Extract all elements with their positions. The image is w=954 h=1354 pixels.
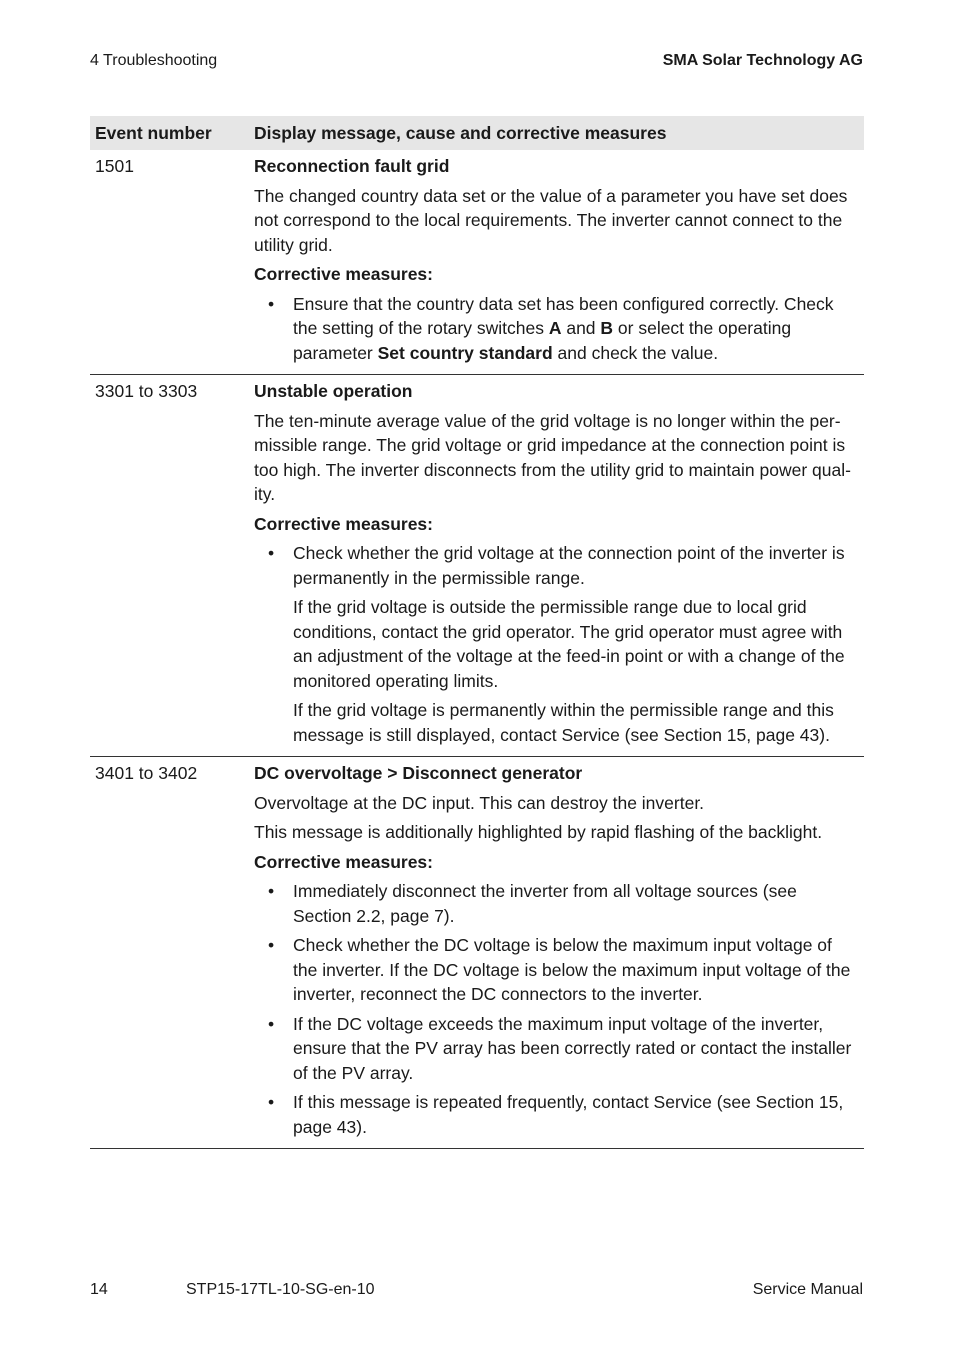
measure-list bbox=[254, 541, 856, 747]
corrective-measures-label: Corrective measures: bbox=[254, 851, 433, 872]
footer-page-number: 14 bbox=[90, 1281, 108, 1298]
event-title: DC overvoltage > Disconnect generator bbox=[254, 763, 583, 783]
measure-item: • Check whether the DC voltage is below the maximum input voltage of the inverter. If the DC voltage is below the maximum input voltage of the inverter, reconnect the DC connectors to the inverter. bbox=[268, 935, 851, 1004]
event-title: Unstable operation bbox=[254, 381, 413, 401]
corrective-measures-label: Corrective measures: bbox=[254, 264, 433, 284]
event-description bbox=[249, 757, 864, 1149]
event-number: 1501 bbox=[90, 150, 249, 375]
bullet-icon: • bbox=[268, 293, 275, 314]
corrective-measures-label: Corrective measures: bbox=[254, 513, 433, 534]
measure-item: • If this message is repeated frequently, contact Service (see Section 15, page 43). bbox=[268, 1092, 844, 1137]
switch-b-label: B bbox=[600, 318, 614, 338]
measure-note: If the grid voltage is outside the permissible range due to local grid conditions, contact the grid operator. The grid operator must agree with an adjustment of the voltage at the feed-in point or with a change of the monitored operating limits. bbox=[293, 597, 845, 691]
measure-note: If the grid voltage is permanently within the permissible range and this message is still displayed, contact Service (see Section 15, page 43). bbox=[293, 700, 834, 745]
footer-manual-title: Service Manual bbox=[752, 1281, 863, 1298]
bullet-icon: • bbox=[268, 1092, 275, 1112]
footer-doc-id: STP15-17TL-10-SG-en-10 bbox=[186, 1281, 375, 1298]
measure-item: • Check whether the grid voltage at the connection point of the inverter is permanently in the permissible range. If the grid voltage is outside the permissible range due to local grid conditions, contact the grid operator. The grid operator must agree with an adjustment of the voltage at the feed-in point or with a change of the monitored operating limits. If the grid voltage is permanently within the permissible range and this message is still displayed, contact Service (see Section 15, page 43). bbox=[254, 541, 856, 747]
table-row bbox=[90, 150, 864, 375]
header-event-number: Event number bbox=[90, 116, 249, 150]
header-section: 4 Troubleshooting bbox=[90, 52, 218, 69]
event-description bbox=[249, 150, 864, 375]
header-display-message: Display message, cause and corrective measures bbox=[249, 116, 864, 150]
measure-list bbox=[254, 292, 856, 366]
bullet-icon: • bbox=[268, 1013, 275, 1034]
event-cause: The changed country data set or the value of a parameter you have set does not correspond to the local requirements. The inverter cannot connect to the utility grid. bbox=[254, 185, 848, 255]
measure-item: • If the DC voltage exceeds the maximum input voltage of the inverter, ensure that the PV array has been correctly rated or contact the installer of the PV array. bbox=[268, 1013, 852, 1083]
header-company: SMA Solar Technology AG bbox=[662, 52, 863, 69]
event-cause: This message is additionally highlighted by rapid flashing of the backlight. bbox=[254, 822, 823, 842]
bullet-icon: • bbox=[268, 543, 275, 563]
event-number: 3401 to 3402 bbox=[90, 757, 249, 1149]
bullet-icon: • bbox=[268, 881, 275, 901]
table-row bbox=[90, 757, 864, 1149]
event-cause: The ten-minute average value of the grid voltage is no longer within the per-missible range. The grid voltage or grid impedance at the connection point is too high. The inverter disconnects from the utility grid to maintain power qual-ity. bbox=[254, 410, 851, 504]
event-number: 3301 to 3303 bbox=[90, 375, 249, 757]
switch-a-label: A bbox=[548, 318, 562, 338]
measure-item: • Immediately disconnect the inverter from all voltage sources (see Section 2.2, page 7). bbox=[268, 881, 797, 926]
bullet-icon: • bbox=[268, 935, 275, 955]
measure-list bbox=[254, 879, 856, 1139]
table-row bbox=[90, 375, 864, 757]
event-cause: Overvoltage at the DC input. This can destroy the inverter. bbox=[254, 792, 705, 813]
event-table bbox=[90, 116, 864, 1149]
parameter-name: Set country standard bbox=[377, 342, 553, 363]
event-description bbox=[249, 375, 864, 757]
event-title: Reconnection fault grid bbox=[254, 156, 450, 176]
table-header-row bbox=[90, 116, 864, 150]
measure-item: • Ensure that the country data set has been configured correctly. Check the setting of the rotary switches A and B or select the operating parameter Set country standard and check the value. bbox=[268, 293, 834, 363]
